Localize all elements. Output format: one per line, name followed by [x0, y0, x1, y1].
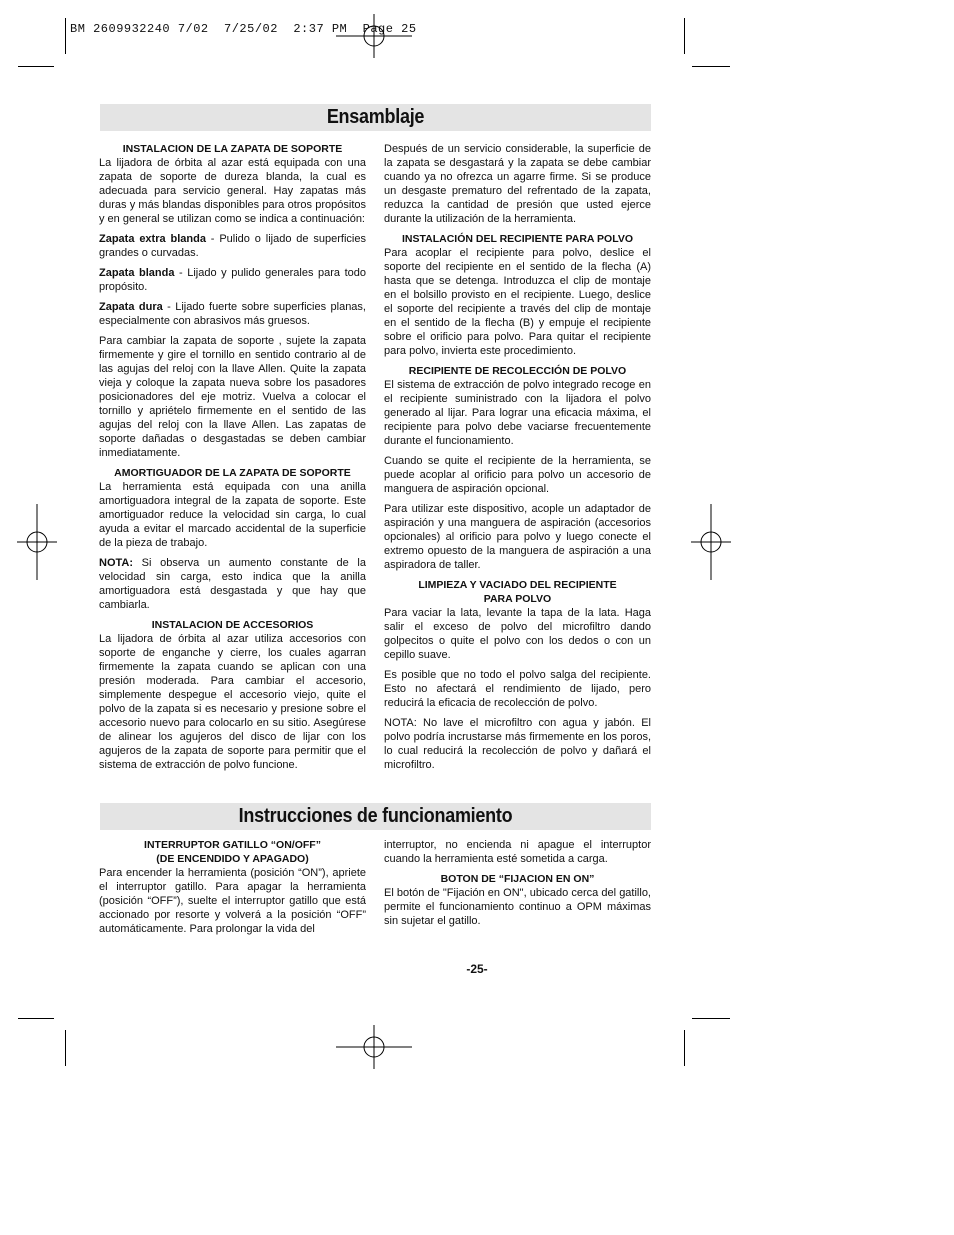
paragraph: La herramienta está equipada con una anilla amortiguadora integral de la zapata de soporte. Este amortiguador reduce la velocidad sin carga, lo cual ayuda a evitar el marcado accidental de la superficie de la pieza de trabajo.	[99, 481, 366, 549]
paragraph: Es posible que no todo el polvo salga del recipiente. Esto no afectará el rendimiento de lijado, pero reducirá la eficacia de recolección de polvo.	[384, 669, 651, 709]
subheading: LIMPIEZA Y VACIADO DEL RECIPIENTE	[418, 579, 617, 591]
crop-mark	[684, 1030, 685, 1066]
subheading: (DE ENCENDIDO Y APAGADO)	[156, 853, 309, 865]
paragraph: Zapata extra blanda - Pulido o lijado de superficies grandes o curvadas.	[99, 233, 366, 259]
paragraph: Para utilizar este dispositivo, acople un adaptador de aspiración y una manguera de aspiración (accesorios opcionales) al orificio para polvo y luego conecte el extremo opuesto de la manguera de aspiración a una aspiradora de taller.	[384, 503, 651, 571]
printer-slug: BM 2609932240 7/02 7/25/02 2:37 PM Page 25	[70, 22, 417, 36]
subheading: INSTALACIÓN DEL RECIPIENTE PARA POLVO	[401, 233, 633, 245]
section-header-operation	[100, 803, 651, 830]
crop-mark	[692, 1018, 730, 1019]
page-number: -25-	[466, 962, 488, 976]
paragraph: NOTA: No lave el microfiltro con agua y jabón. El polvo podría incrustarse más firmemente en los poros, lo cual reducirá la recolección de polvo y dañará el microfiltro.	[384, 717, 651, 771]
subheading: INSTALACION DE LA ZAPATA DE SOPORTE	[122, 143, 343, 155]
paragraph: interruptor, no encienda ni apague el interruptor cuando la herramienta esté sometida a carga.	[384, 839, 651, 865]
paragraph: Cuando se quite el recipiente de la herramienta, se puede acoplar al orificio para polvo un accesorio de manguera de aspiración opcional.	[384, 455, 651, 495]
operation-right-column	[384, 838, 651, 928]
section-title: Ensamblaje	[326, 106, 425, 128]
assembly-left-column	[99, 142, 366, 772]
subheading: INTERRUPTOR GATILLO “ON/OFF”	[144, 839, 321, 851]
registration-mark-top	[356, 18, 392, 54]
term: Zapata dura	[99, 301, 163, 313]
crop-mark	[18, 66, 54, 67]
paragraph: Para cambiar la zapata de soporte , sujete la zapata firmemente y gire el tornillo en sentido contrario al de las agujas del reloj con la llave Allen. Quite la zapata vieja y coloque la zapata nueva sobre los pasadores posicionadores del eje motriz. Vuelva a colocar el tornillo y apriételo firmemente en el sentido de las agujas del reloj con la llave Allen. Las zapatas de soporte dañadas o desgastadas se deben cambiar inmediatamente.	[99, 335, 366, 459]
paragraph: El sistema de extracción de polvo integrado recoge en el recipiente suministrado con la lijadora el polvo generado al lijar. Para lograr una eficacia máxima, el recipiente para polvo debe vaciarse frecuentemente durante el funcionamiento.	[384, 379, 651, 447]
registration-mark-left	[19, 524, 55, 560]
subheading: PARA POLVO	[483, 593, 552, 605]
crop-mark	[65, 18, 66, 54]
registration-mark-right	[693, 524, 729, 560]
crop-mark	[692, 66, 730, 67]
paragraph: Después de un servicio considerable, la superficie de la zapata se desgastará y la zapata se debe cambiar cuando ya no ofrezca un agarre firme. Si se produce un desgaste prematuro del refrentado de la zapata, reduzca la cantidad de presión que usted ejerce durante la utilización de la herramienta.	[384, 143, 651, 225]
paragraph: Zapata blanda - Lijado y pulido generales para todo propósito.	[99, 267, 366, 293]
crop-mark	[684, 18, 685, 54]
subheading: INSTALACION DE ACCESORIOS	[151, 619, 314, 631]
crop-mark	[65, 1030, 66, 1066]
paragraph: El botón de "Fijación en ON", ubicado cerca del gatillo, permite el funcionamiento continuo a OPM máximas sin sujetar el gatillo.	[384, 887, 651, 927]
subheading: AMORTIGUADOR DE LA ZAPATA DE SOPORTE	[114, 467, 351, 479]
paragraph: Para encender la herramienta (posición “ON”), apriete el interruptor gatillo. Para apagar la herramienta (posición “OFF”), suelte el interruptor gatillo que está accionado por resorte y volverá a la posición “OFF” automáticamente. Para prolongar la vida del	[99, 867, 366, 935]
registration-mark-bottom	[356, 1029, 392, 1065]
term: Zapata blanda	[99, 267, 175, 279]
operation-left-column	[99, 838, 366, 936]
section-title: Instrucciones de funcionamiento	[238, 805, 513, 827]
section-header-assembly	[100, 104, 651, 131]
term: NOTA:	[99, 557, 134, 569]
term: Zapata extra blanda	[99, 233, 206, 245]
assembly-right-column	[384, 142, 651, 772]
crop-mark	[18, 1018, 54, 1019]
paragraph: NOTA: Si observa un aumento constante de la velocidad sin carga, esto indica que la anilla amortiguadora está desgastada y que hay que cambiarla.	[99, 557, 366, 611]
paragraph: La lijadora de órbita al azar utiliza accesorios con soporte de enganche y cierre, los cuales agarran firmemente la zapata cuando se aplican con una presión moderada. Para cambiar el accesorio, simplemente despegue el accesorio viejo, quite el polvo de la zapata si es necesario y presione sobre el accesorio nuevo para colocarlo en su sitio. Asegúrese de alinear los agujeros del disco de lijar con los agujeros de la zapata de soporte para permitir que el sistema de extracción de polvo funcione.	[99, 633, 366, 771]
paragraph: La lijadora de órbita al azar está equipada con una zapata de soporte de dureza blanda, la cual es adecuada para servicio general. Hay zapatas más duras y más blandas disponibles para otros propósitos y en general se utilizan como se indica a continuación:	[99, 157, 366, 225]
subheading: BOTON DE “FIJACION EN ON”	[440, 873, 595, 885]
paragraph: Para acoplar el recipiente para polvo, deslice el soporte del recipiente en el sentido de la flecha (A) hasta que se detenga. Introduzca el clip de montaje en el bolsillo provisto en el recipiente. Luego, deslice el soporte del recipiente a través del clip de montaje en el sentido de la flecha (B) y empuje el recipiente sobre el orificio para polvo. Para quitar el recipiente para polvo, invierta este procedimiento.	[384, 247, 651, 357]
subheading: RECIPIENTE DE RECOLECCIÓN DE POLVO	[408, 365, 627, 377]
paragraph: Para vaciar la lata, levante la tapa de la lata. Haga salir el exceso de polvo del microfiltro dando golpecitos o quite el polvo con los dedos o con un cepillo suave.	[384, 607, 651, 661]
paragraph: Zapata dura - Lijado fuerte sobre superficies planas, especialmente con abrasivos más gruesos.	[99, 301, 366, 327]
